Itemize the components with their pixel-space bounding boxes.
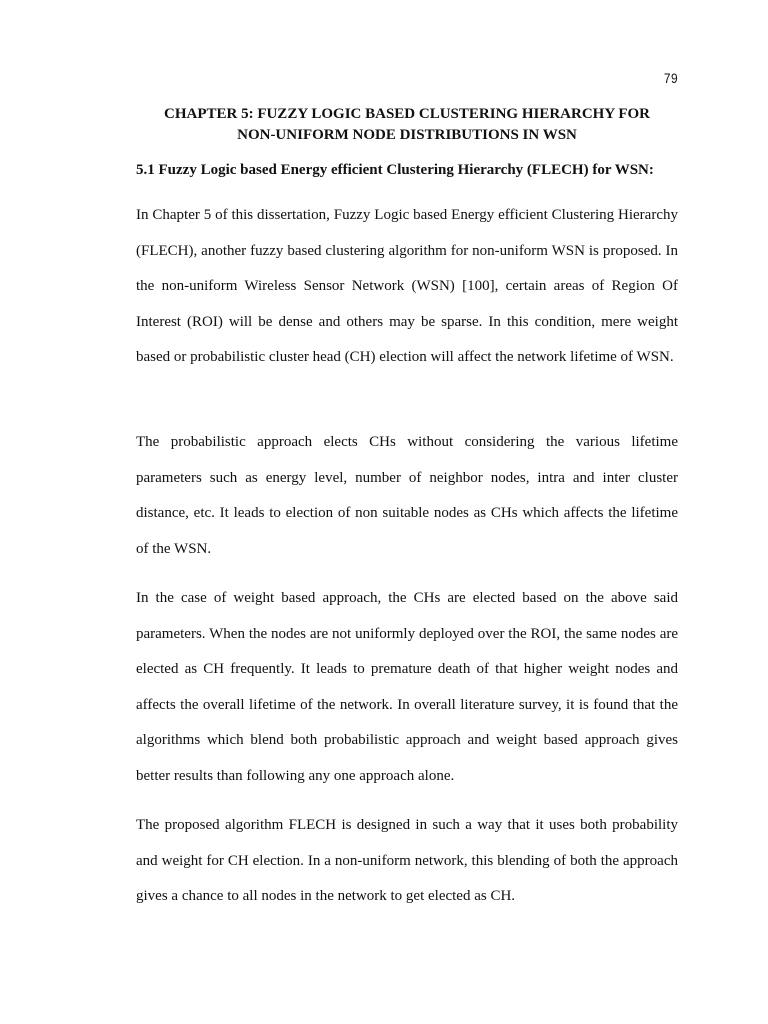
body-paragraph: The proposed algorithm FLECH is designed in such a way that it uses both probability and weight for CH election. In a non-uniform network, this blending of both the approach gives a chance to all nodes in the network to get elected as CH. xyxy=(136,817,678,905)
page-number: 79 xyxy=(663,70,678,86)
body-paragraph: The probabilistic approach elects CHs without considering the various lifetime parameters such as energy level, number of neighbor nodes, intra and inter cluster distance, etc. It leads to election of non suitable nodes as CHs which affects the lifetime of the WSN. xyxy=(136,434,678,557)
body-paragraph: In the case of weight based approach, the CHs are elected based on the above said parameters. When the nodes are not uniformly deployed over the ROI, the same nodes are elected as CH frequently. It leads to premature death of that higher weight nodes and affects the overall lifetime of the network. In overall literature survey, it is found that the algorithms which blend both probabilistic approach and weight based approach gives better results than following any one approach alone. xyxy=(136,590,678,784)
chapter-title-line-2: NON-UNIFORM NODE DISTRIBUTIONS IN WSN xyxy=(237,127,577,143)
chapter-title xyxy=(136,104,678,146)
body-paragraph: In Chapter 5 of this dissertation, Fuzzy Logic based Energy efficient Clustering Hierarchy (FLECH), another fuzzy based clustering algorithm for non-uniform WSN is proposed. In the non-uniform Wireless Sensor Network (WSN) [100], certain areas of Region Of Interest (ROI) will be dense and others may be sparse. In this condition, mere weight based or probabilistic cluster head (CH) election will affect the network lifetime of WSN. xyxy=(136,207,678,366)
section-heading: 5.1 Fuzzy Logic based Energy efficient Clustering Hierarchy (FLECH) for WSN: xyxy=(136,162,654,178)
chapter-title-line-1: CHAPTER 5: FUZZY LOGIC BASED CLUSTERING HIERARCHY FOR xyxy=(163,106,651,122)
